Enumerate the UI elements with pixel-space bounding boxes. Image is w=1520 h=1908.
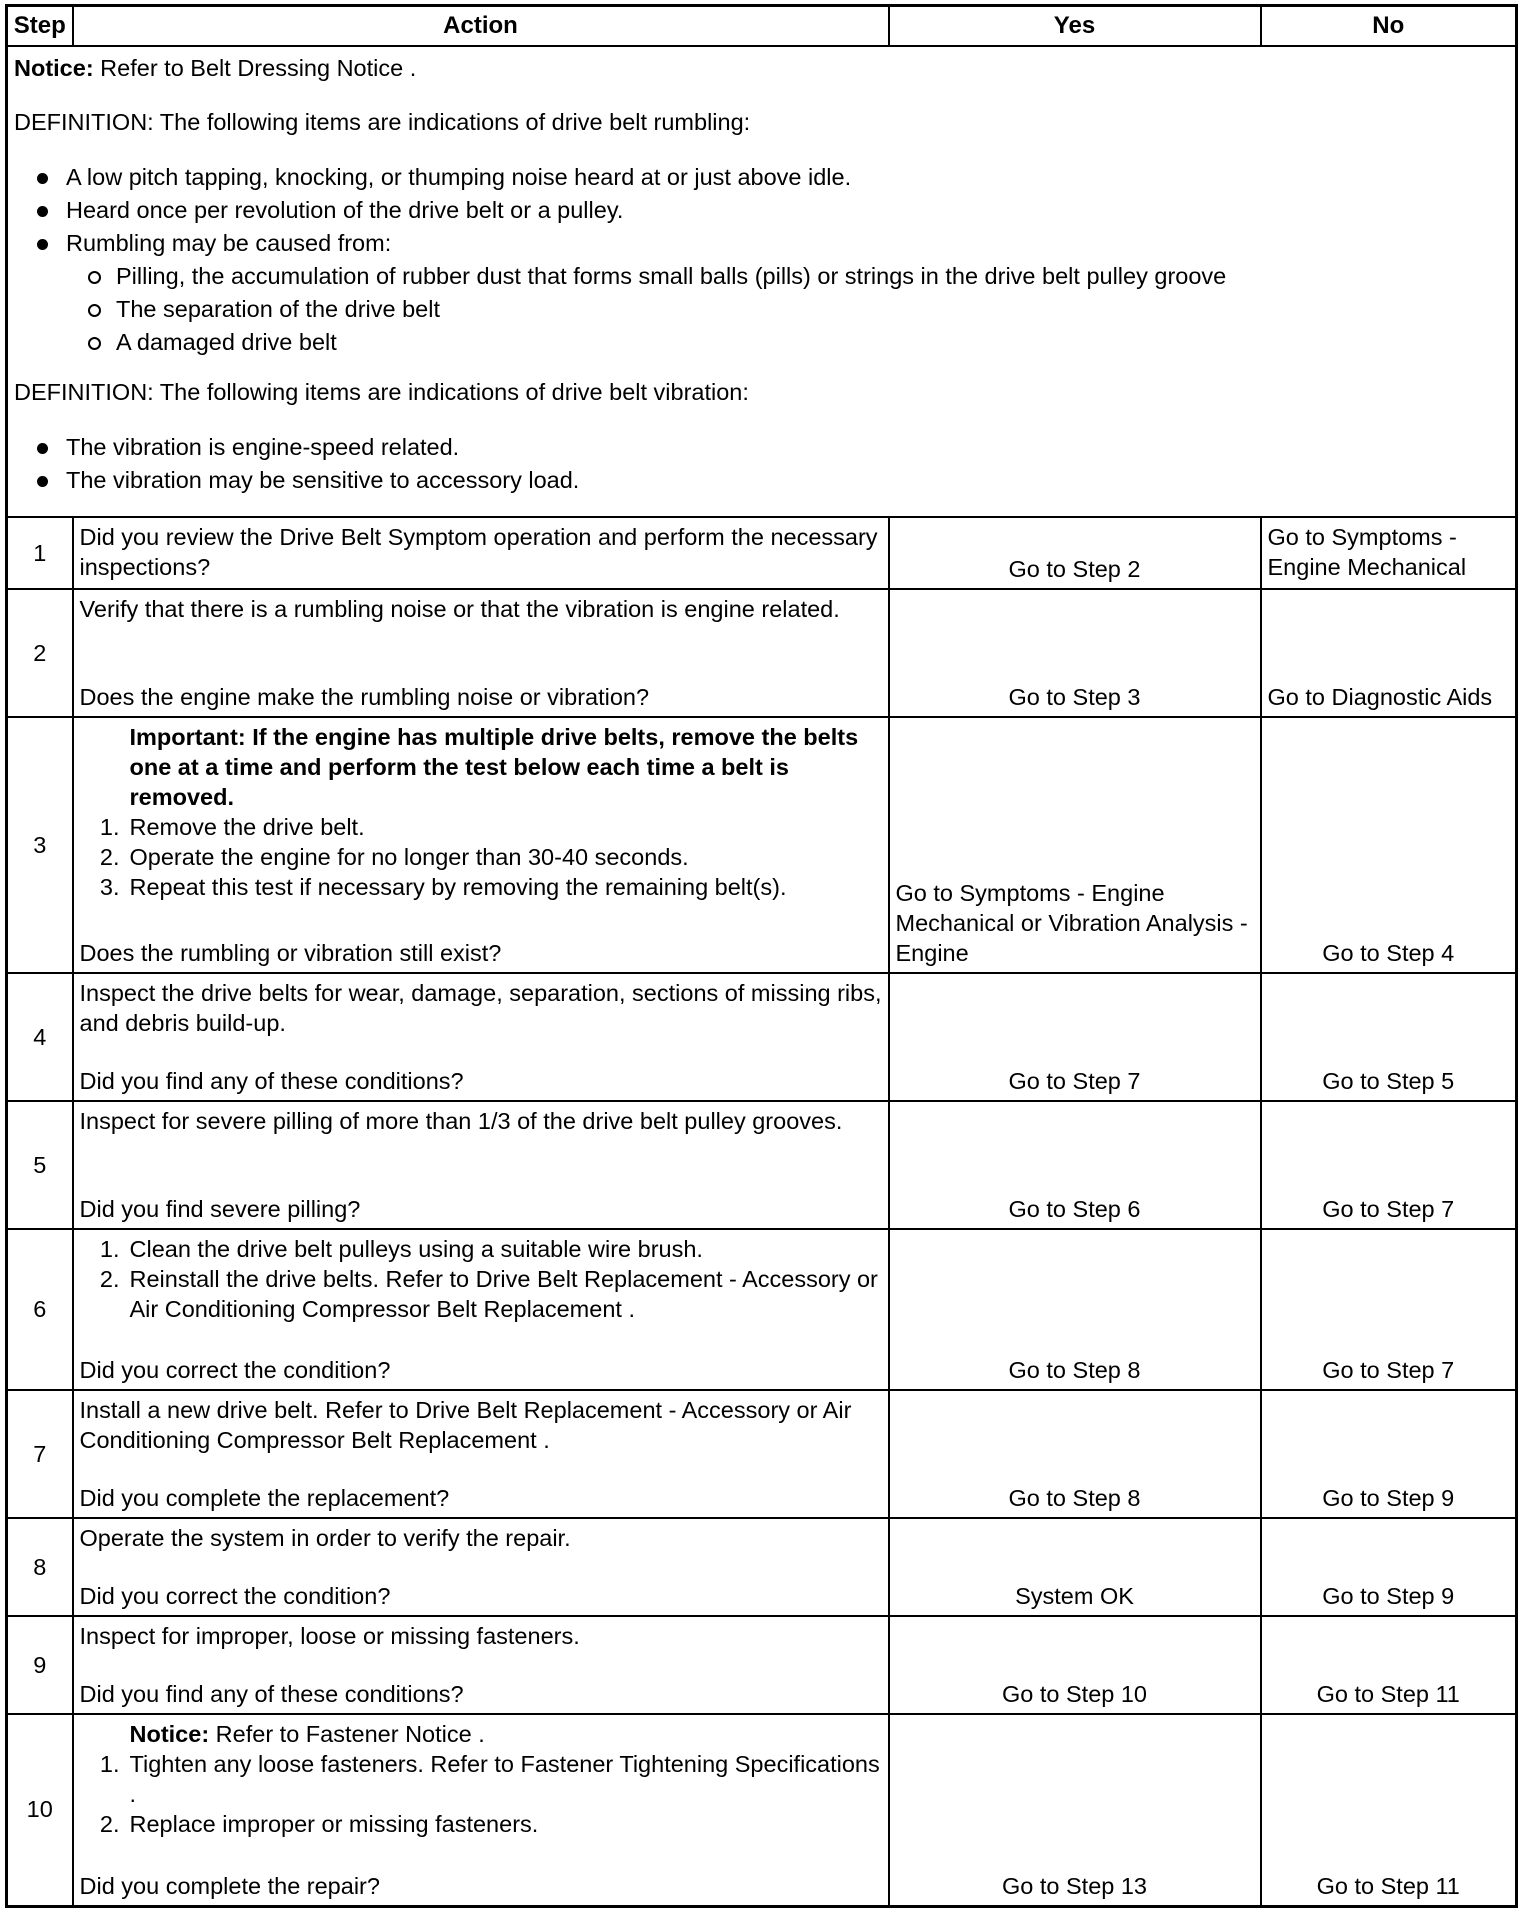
list-item-text: Reinstall the drive belts. Refer to Drive Belt Replacement - Accessory or Air Conditioning Compressor Belt Replacement . <box>129 1266 878 1322</box>
bullet-item: The vibration is engine-speed related. <box>14 431 1509 464</box>
step-row <box>7 589 1517 717</box>
intro-row <box>7 46 1517 517</box>
bullet-item: The vibration may be sensitive to accessory load. <box>14 464 1509 497</box>
list-item: 2. Replace improper or missing fasteners. <box>99 1811 539 1837</box>
action-text: Inspect for severe pilling of more than 1/3 of the drive belt pulley grooves. <box>79 1108 843 1134</box>
notice-label: Notice: <box>129 1721 210 1747</box>
step-action <box>73 1390 889 1518</box>
step-row <box>7 517 1517 589</box>
no-cell <box>1261 1229 1517 1390</box>
action-question: Does the engine make the rumbling noise or vibration? <box>79 684 650 710</box>
yes-text: Go to Step 7 <box>1008 1068 1141 1094</box>
step-action <box>73 1229 889 1390</box>
step-number: 7 <box>7 1390 73 1518</box>
yes-text: Go to Step 6 <box>1008 1196 1141 1222</box>
action-text: Verify that there is a rumbling noise or that the vibration is engine related. <box>79 596 840 622</box>
step-row <box>7 1714 1517 1906</box>
no-text: Go to Symptoms - Engine Mechanical <box>1267 524 1467 580</box>
no-cell <box>1261 517 1517 589</box>
no-cell <box>1261 589 1517 717</box>
intro-cell <box>7 46 1517 517</box>
header-row <box>7 6 1517 47</box>
header-action: Action <box>73 6 889 47</box>
yes-cell <box>889 1714 1261 1906</box>
yes-cell <box>889 589 1261 717</box>
no-text: Go to Step 11 <box>1316 1872 1460 1899</box>
step-row <box>7 1229 1517 1390</box>
step-number: 6 <box>7 1229 73 1390</box>
no-cell <box>1261 1390 1517 1518</box>
yes-cell <box>889 517 1261 589</box>
step-action <box>73 1518 889 1616</box>
header-step: Step <box>7 6 73 47</box>
action-question: Did you correct the condition? <box>79 1357 391 1383</box>
step-action <box>73 1616 889 1714</box>
step-action <box>73 973 889 1101</box>
yes-text: Go to Step 8 <box>1008 1357 1141 1383</box>
list-item: 1. Tighten any loose fasteners. Refer to Fastener Tightening Specifications . <box>99 1751 880 1807</box>
step-action <box>73 717 889 973</box>
sub-bullet-item: The separation of the drive belt <box>14 293 1509 326</box>
list-item-text: Replace improper or missing fasteners. <box>129 1811 539 1837</box>
no-text: Go to Step 7 <box>1322 1357 1455 1383</box>
yes-cell <box>889 973 1261 1101</box>
no-cell <box>1261 1616 1517 1714</box>
yes-text: Go to Step 10 <box>1001 1681 1148 1707</box>
list-item-text: Operate the engine for no longer than 30-40 seconds. <box>129 844 689 870</box>
no-text: Go to Step 5 <box>1322 1068 1455 1094</box>
step-row <box>7 1518 1517 1616</box>
step-row <box>7 717 1517 973</box>
no-cell <box>1261 1518 1517 1616</box>
step-action <box>73 517 889 589</box>
step-number: 10 <box>7 1714 73 1906</box>
action-text: Inspect for improper, loose or missing fasteners. <box>79 1623 580 1649</box>
step-number: 3 <box>7 717 73 973</box>
action-question: Did you correct the condition? <box>79 1583 391 1609</box>
no-text: Go to Step 7 <box>1322 1196 1455 1222</box>
list-item: 2. Reinstall the drive belts. Refer to Drive Belt Replacement - Accessory or Air Conditioning Compressor Belt Replacement . <box>99 1266 878 1322</box>
yes-text: Go to Step 2 <box>1008 556 1141 582</box>
action-text: Install a new drive belt. Refer to Drive Belt Replacement - Accessory or Air Conditioning Compressor Belt Replacement . <box>79 1397 852 1453</box>
yes-text: Go to Symptoms - Engine Mechanical or Vibration Analysis - Engine <box>895 880 1248 966</box>
no-text: Go to Step 11 <box>1316 1681 1460 1707</box>
no-cell <box>1261 1101 1517 1229</box>
step-row <box>7 1390 1517 1518</box>
step-number: 2 <box>7 589 73 717</box>
bullet-item: Rumbling may be caused from: <box>14 227 1509 260</box>
important-note: Important: If the engine has multiple drive belts, remove the belts one at a time and perform the test below each time a belt is removed. <box>129 724 859 810</box>
step-number: 4 <box>7 973 73 1101</box>
yes-cell <box>889 1518 1261 1616</box>
action-question: Did you find any of these conditions? <box>79 1681 464 1707</box>
no-cell <box>1261 1714 1517 1906</box>
header-no: No <box>1261 6 1517 47</box>
list-item: 1. Clean the drive belt pulleys using a suitable wire brush. <box>99 1236 703 1262</box>
list-item-text: Repeat this test if necessary by removing the remaining belt(s). <box>129 874 787 900</box>
list-item: 1. Remove the drive belt. <box>99 814 365 840</box>
no-cell <box>1261 973 1517 1101</box>
notice-text: Refer to Fastener Notice . <box>209 1721 485 1747</box>
action-text: Inspect the drive belts for wear, damage, separation, sections of missing ribs, and debris build-up. <box>79 980 882 1036</box>
notice-label: Notice: <box>14 55 94 81</box>
list-item-text: Clean the drive belt pulleys using a suitable wire brush. <box>129 1236 703 1262</box>
no-text: Go to Step 9 <box>1322 1485 1455 1511</box>
no-text: Go to Diagnostic Aids <box>1267 684 1493 710</box>
list-item: 2. Operate the engine for no longer than 30-40 seconds. <box>99 844 689 870</box>
step-action <box>73 1714 889 1906</box>
step-number: 9 <box>7 1616 73 1714</box>
no-text: Go to Step 9 <box>1322 1583 1455 1609</box>
header-yes: Yes <box>889 6 1261 47</box>
step-number: 5 <box>7 1101 73 1229</box>
action-question: Does the rumbling or vibration still exist? <box>79 940 502 966</box>
sub-bullet-item: A damaged drive belt <box>14 326 1509 359</box>
intro-notice <box>14 53 1509 83</box>
no-text: Go to Step 4 <box>1322 940 1455 966</box>
action-question: Did you complete the repair? <box>79 1872 380 1899</box>
step-row <box>7 1101 1517 1229</box>
yes-text: Go to Step 13 <box>1001 1872 1148 1899</box>
diagnostic-table-document <box>5 4 1515 1908</box>
yes-text: Go to Step 3 <box>1008 684 1141 710</box>
step-number: 1 <box>7 517 73 589</box>
step-row <box>7 1616 1517 1714</box>
list-item: 3. Repeat this test if necessary by removing the remaining belt(s). <box>99 874 787 900</box>
no-cell <box>1261 717 1517 973</box>
bullet-item: A low pitch tapping, knocking, or thumping noise heard at or just above idle. <box>14 161 1509 194</box>
definition-rumbling: DEFINITION: The following items are indications of drive belt rumbling: <box>14 109 751 135</box>
yes-cell <box>889 1229 1261 1390</box>
action-question: Did you complete the replacement? <box>79 1485 450 1511</box>
yes-cell <box>889 1390 1261 1518</box>
step-row <box>7 973 1517 1101</box>
yes-cell <box>889 1101 1261 1229</box>
step-action <box>73 589 889 717</box>
step-number: 8 <box>7 1518 73 1616</box>
list-item-text: Remove the drive belt. <box>129 814 365 840</box>
sub-bullet-item: Pilling, the accumulation of rubber dust that forms small balls (pills) or strings in the drive belt pulley groove <box>14 260 1509 293</box>
notice-text: Refer to Belt Dressing Notice . <box>93 55 417 81</box>
bullet-item: Heard once per revolution of the drive belt or a pulley. <box>14 194 1509 227</box>
list-item-text: Tighten any loose fasteners. Refer to Fastener Tightening Specifications . <box>129 1751 880 1807</box>
action-text: Did you review the Drive Belt Symptom operation and perform the necessary inspections? <box>79 524 878 580</box>
step-action <box>73 1101 889 1229</box>
definition-vibration: DEFINITION: The following items are indications of drive belt vibration: <box>14 379 749 405</box>
action-question: Did you find any of these conditions? <box>79 1068 464 1094</box>
notice-note <box>80 1719 882 1749</box>
yes-text: Go to Step 8 <box>1008 1485 1141 1511</box>
diagnostic-table <box>5 4 1518 1908</box>
action-text: Operate the system in order to verify the repair. <box>79 1525 571 1551</box>
yes-text: System OK <box>1015 1583 1134 1609</box>
yes-cell <box>889 1616 1261 1714</box>
yes-cell <box>889 717 1261 973</box>
action-question: Did you find severe pilling? <box>79 1196 361 1222</box>
